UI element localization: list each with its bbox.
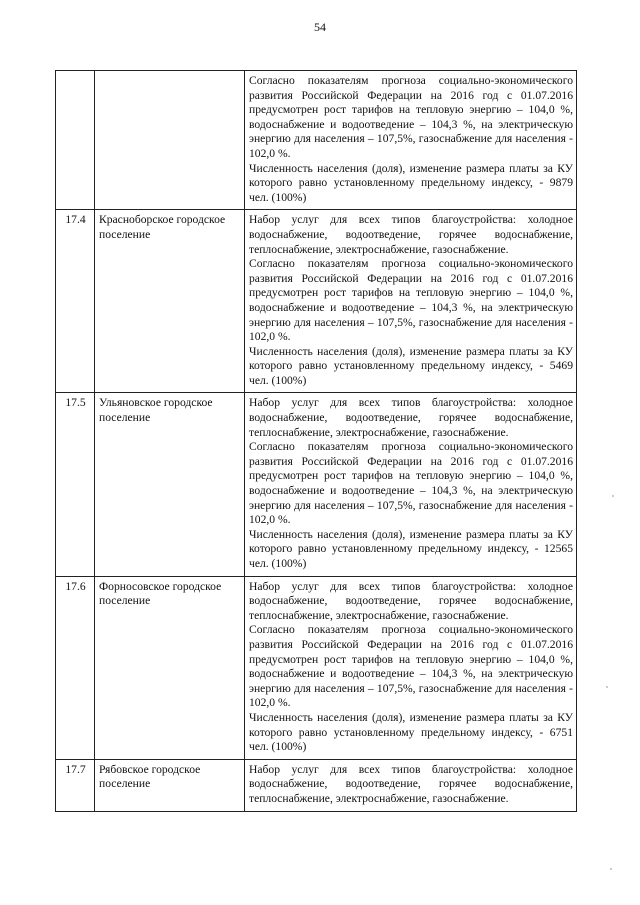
row-description	[245, 576, 577, 759]
settlement-name: Ульяновское городское поселение	[95, 393, 245, 576]
tariff-forecast-text: Согласно показателям прогноза социально-экономического развития Российской Федерации на 2016 год с 01.07.2016 предусмотрен рост тарифов на тепловую энергию – 104,0 %, водоснабжение и водоотведение – 104,3 %, на электрическую энергию для населения – 107,5%, газоснабжение для населения - 102,0 %.	[249, 74, 573, 160]
services-text: Набор услуг для всех типов благоустройства: холодное водоснабжение, водоотведение, горячее водоснабжение, теплоснабжение, электроснабжение, газоснабжение.	[249, 213, 573, 256]
tariff-forecast-text: Согласно показателям прогноза социально-экономического развития Российской Федерации на 2016 год с 01.07.2016 предусмотрен рост тарифов на тепловую энергию – 104,0 %, водоснабжение и водоотведение – 104,3 %, на электрическую энергию для населения – 107,5%, газоснабжение для населения - 102,0 %.	[249, 623, 573, 710]
row-description	[245, 71, 577, 210]
population-text: Численность населения (доля), изменение размера платы за КУ которого равно установленному предельному индексу, - 9879 чел. (100%)	[249, 161, 573, 204]
population-text: Численность населения (доля), изменение размера платы за КУ которого равно установленному предельному индексу, - 5469 чел. (100%)	[249, 344, 573, 387]
settlement-name: Рябовское городское поселение	[95, 759, 245, 811]
scan-speck	[610, 868, 612, 870]
services-text: Набор услуг для всех типов благоустройства: холодное водоснабжение, водоотведение, горячее водоснабжение, теплоснабжение, электроснабжение, газоснабжение.	[249, 396, 573, 439]
row-number: 17.5	[56, 393, 95, 576]
tariff-forecast-text: Согласно показателям прогноза социально-экономического развития Российской Федерации на 2016 год с 01.07.2016 предусмотрен рост тарифов на тепловую энергию – 104,0 %, водоснабжение и водоотведение – 104,3 %, на электрическую энергию для населения – 107,5%, газоснабжение для населения - 102,0 %.	[249, 440, 573, 527]
tariff-forecast-text: Согласно показателям прогноза социально-экономического развития Российской Федерации на 2016 год с 01.07.2016 предусмотрен рост тарифов на тепловую энергию – 104,0 %, водоснабжение и водоотведение – 104,3 %, на электрическую энергию для населения – 107,5%, газоснабжение для населения - 102,0 %.	[249, 257, 573, 344]
table-row	[56, 393, 577, 576]
settlement-name: Красноборское городское поселение	[95, 210, 245, 393]
table-row	[56, 210, 577, 393]
scan-speck	[612, 495, 614, 497]
row-description	[245, 759, 577, 811]
row-number: 17.4	[56, 210, 95, 393]
table-row	[56, 576, 577, 759]
population-text: Численность населения (доля), изменение размера платы за КУ которого равно установленному предельному индексу, - 12565 чел. (100%)	[249, 527, 573, 570]
row-number	[56, 71, 95, 210]
table-row	[56, 759, 577, 811]
table-row	[56, 71, 577, 210]
population-text: Численность населения (доля), изменение размера платы за КУ которого равно установленному предельному индексу, - 6751 чел. (100%)	[249, 710, 573, 754]
tariff-table	[55, 70, 577, 812]
row-number: 17.6	[56, 576, 95, 759]
services-text: Набор услуг для всех типов благоустройства: холодное водоснабжение, водоотведение, горячее водоснабжение, теплоснабжение, электроснабжение, газоснабжение.	[249, 762, 573, 805]
scan-speck	[606, 686, 608, 688]
row-description	[245, 210, 577, 393]
row-number: 17.7	[56, 759, 95, 811]
services-text: Набор услуг для всех типов благоустройства: холодное водоснабжение, водоотведение, горячее водоснабжение, теплоснабжение, электроснабжение, газоснабжение.	[249, 579, 573, 622]
page-number: 54	[314, 20, 326, 34]
settlement-name: Форносовское городское поселение	[95, 576, 245, 759]
row-description	[245, 393, 577, 576]
settlement-name	[95, 71, 245, 210]
